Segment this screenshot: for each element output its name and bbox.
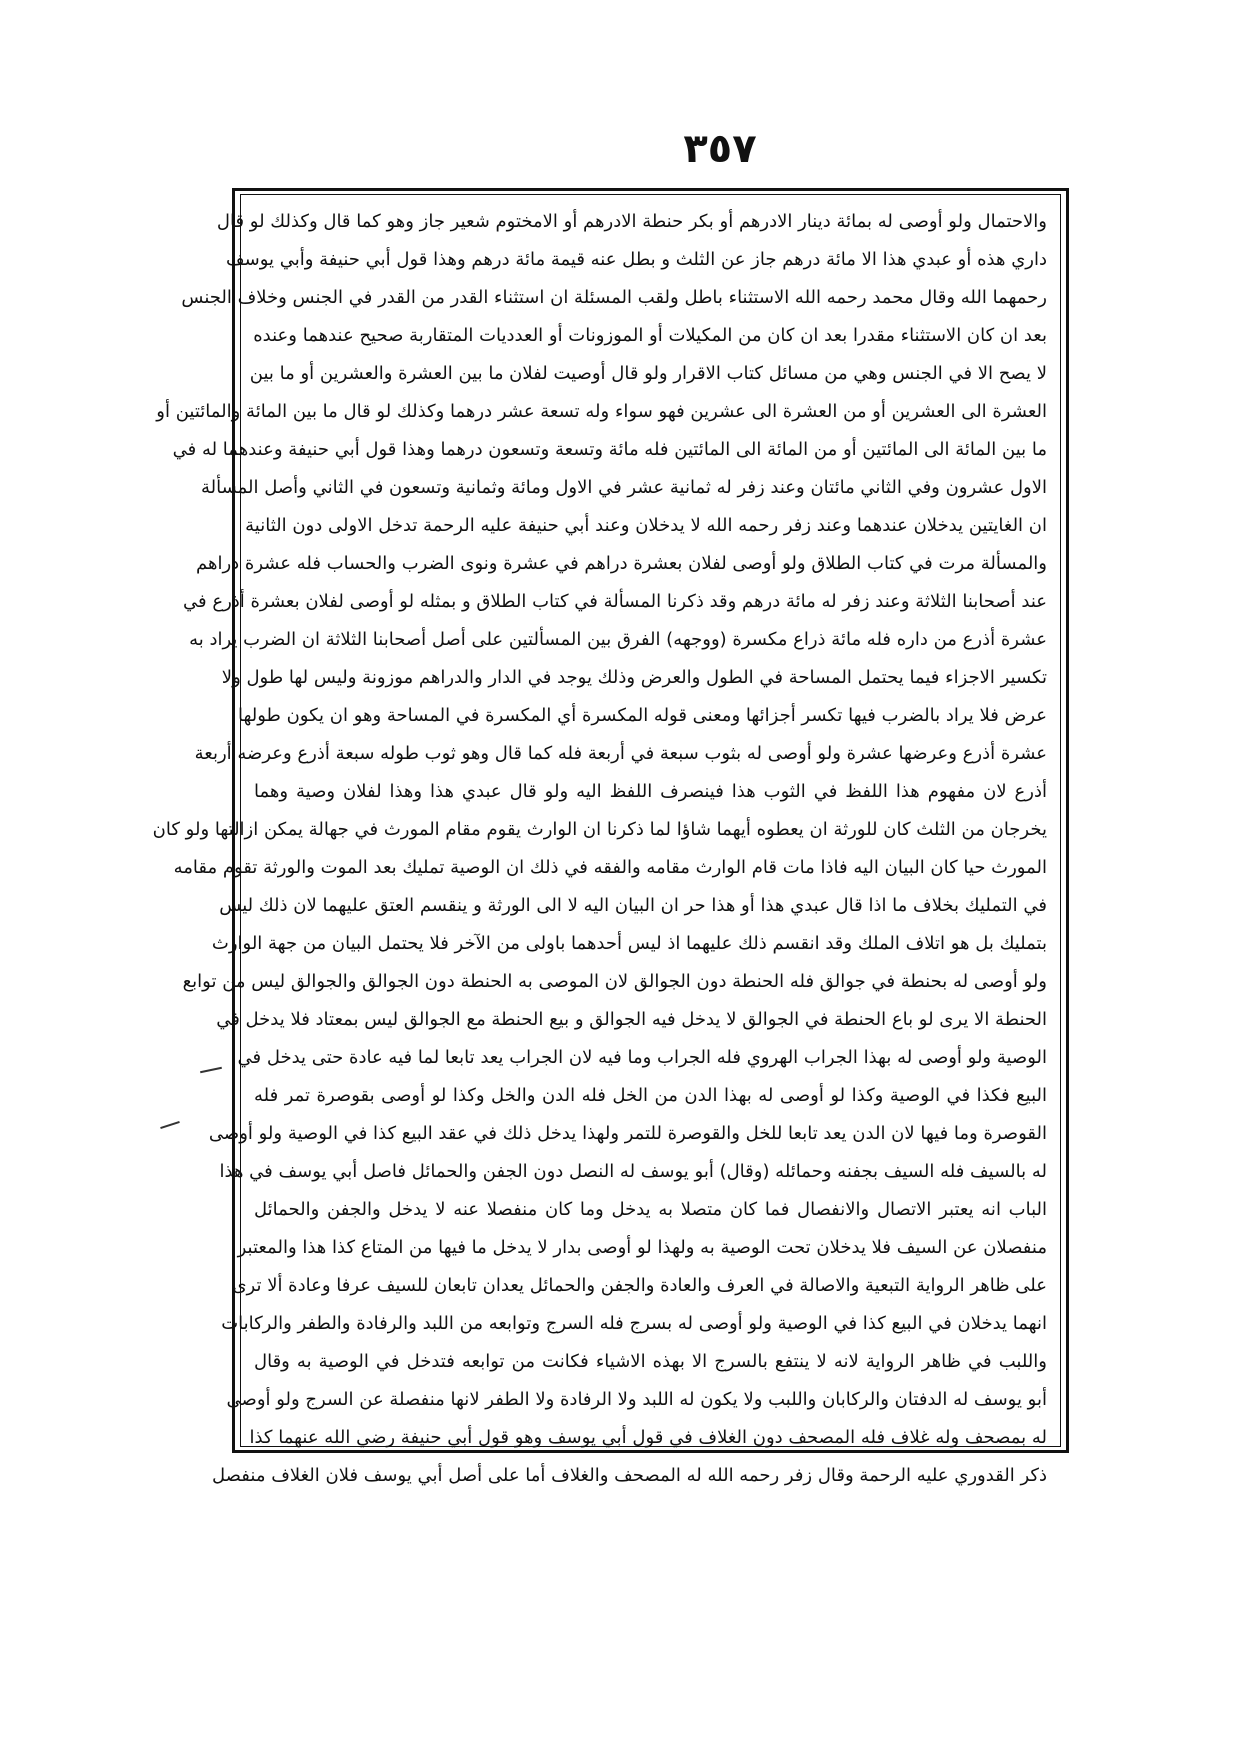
page-body <box>152 203 1047 1486</box>
text-line: رحمهما الله وقال محمد رحمه الله الاستثناء باطل ولقب المسئلة ان استثناء القدر من القدر في الجنس وخلاف الجنس <box>181 287 1047 308</box>
text-line: الباب انه يعتبر الاتصال والانفصال فما كان متصلا به يدخل وما كان منفصلا عنه لا يدخل والجفن والحمائل <box>254 1199 1047 1220</box>
text-line: منفصلان عن السيف فلا يدخلان تحت الوصية به ولهذا لو أوصى بدار لا يدخل ما فيها من المتاع كذا هذا والمعتبر <box>237 1237 1047 1258</box>
text-line: أذرع لان مفهوم هذا اللفظ في الثوب هذا فينصرف اللفظ اليه ولو قال عبدي هذا وهذا لفلان وصية وهما <box>254 781 1047 802</box>
text-line: انهما يدخلان في البيع كذا في الوصية ولو أوصى له بسرج فله السرج وتوابعه من اللبد والرفادة والطفر والركابات <box>221 1313 1047 1334</box>
text-line: ما بين المائة الى المائتين أو من المائة الى المائتين فله مائة وتسعة وتسعون درهما وهذا قول أبي حنيفة وعندهما له في <box>172 439 1047 460</box>
text-line: العشرة الى العشرين أو من العشرة الى عشرين فهو سواء وله تسعة عشر درهما وكذلك لو قال ما بين المائة والمائتين أو <box>156 401 1047 422</box>
margin-mark <box>160 1121 180 1129</box>
text-line: له بالسيف فله السيف بجفنه وحمائله (وقال) أبو يوسف له النصل دون الجفن والحمائل فاصل أبي يوسف في هذا <box>219 1161 1047 1182</box>
text-line: داري هذه أو عبدي هذا الا مائة درهم جاز عن الثلث و بطل عنه قيمة مائة درهم وهذا قول أبي حنيفة وأبي يوسف <box>225 249 1047 270</box>
text-line: عرض فلا يراد بالضرب فيها تكسر أجزائها ومعنى قوله المكسرة أي المكسرة في المساحة وهو ان يكون طولها <box>237 705 1047 726</box>
text-line: الوصية ولو أوصى له بهذا الجراب الهروي فله الجراب وما فيه لان الجراب يعد تابعا لما فيه عادة حتى يدخل في <box>237 1047 1047 1068</box>
text-line: تكسير الاجزاء فيما يحتمل المساحة في الطول والعرض وذلك يوجد في الدار والدراهم موزونة وليس لها طول ولا <box>221 667 1047 688</box>
text-line: عند أصحابنا الثلاثة وعند زفر له مائة درهم وقد ذكرنا المسألة في كتاب الطلاق و بمثله لو أوصى لفلان بعشرة أذرع في <box>183 591 1047 612</box>
text-line: الحنطة الا يرى لو باع الحنطة في الجوالق لا يدخل فيه الجوالق و بيع الحنطة مع الجوالق ليس بمعتاد فلا يدخل في <box>216 1009 1047 1030</box>
text-line: ذكر القدوري عليه الرحمة وقال زفر رحمه الله له المصحف والغلاف أما على أصل أبي يوسف فلان الغلاف منفصل <box>212 1465 1047 1486</box>
text-line: واللبب في ظاهر الرواية لانه لا ينتفع بالسرج الا بهذه الاشياء فكانت من توابعه فتدخل في الوصية به وقال <box>254 1351 1047 1372</box>
text-line: يخرجان من الثلث كان للورثة ان يعطوه أيهما شاؤا لما ذكرنا ان الوارث يقوم مقام المورث في جهالة يمكن ازالتها ولو كان <box>152 819 1047 840</box>
text-line: البيع فكذا في الوصية وكذا لو أوصى له بهذا الدن من الخل فله الدن والخل وكذا لو أوصى بقوصرة تمر فله <box>254 1085 1047 1106</box>
text-line: على ظاهر الرواية التبعية والاصالة في العرف والعادة والجفن والحمائل يعدان تابعان للسيف عرفا وعادة ألا ترى <box>232 1275 1047 1296</box>
text-line: والاحتمال ولو أوصى له بمائة دينار الادرهم أو بكر حنطة الادرهم أو الامختوم شعير جاز وهو كما قال وكذلك لو قال <box>216 211 1047 232</box>
text-line: عشرة أذرع من داره فله مائة ذراع مكسرة (ووجهه) الفرق بين المسألتين على أصل أصحابنا الثلاثة ان الضرب يراد به <box>189 629 1047 650</box>
text-line: لا يصح الا في الجنس وهي من مسائل كتاب الاقرار ولو قال أوصيت لفلان ما بين العشرة والعشرين أو ما بين <box>249 363 1047 384</box>
text-line: ان الغايتين يدخلان عندهما وعند زفر رحمه الله لا يدخلان وعند أبي حنيفة عليه الرحمة تدخل الاولى دون الثانية <box>245 515 1047 536</box>
margin-mark <box>200 1067 222 1074</box>
text-line: عشرة أذرع وعرضها عشرة ولو أوصى له بثوب سبعة في أربعة فله كما قال وهو ثوب طوله سبعة أذرع وعرضه أربعة <box>194 743 1047 764</box>
text-line: والمسألة مرت في كتاب الطلاق ولو أوصى لفلان بعشرة دراهم في عشرة ونوى الضرب والحساب فله عشرة دراهم <box>195 553 1047 574</box>
text-line: المورث حيا كان البيان اليه فاذا مات قام الوارث مقامه والفقه في ذلك ان الوصية تمليك بعد الموت والورثة تقوم مقامه <box>173 857 1047 878</box>
text-line: أبو يوسف له الدفتان والركابان واللبب ولا يكون له اللبد ولا الرفادة ولا الطفر لانها منفصلة عن السرج ولو أوصى <box>226 1389 1047 1410</box>
text-line: بتمليك بل هو اتلاف الملك وقد انقسم ذلك عليهما اذ ليس أحدهما باولى من الآخر فلا يحتمل البيان من جهة الوارث <box>211 933 1047 954</box>
page-number: ٣٥٧ <box>683 126 757 172</box>
text-line: في التمليك بخلاف ما اذا قال عبدي هذا أو هذا حر ان البيان اليه لا الى الورثة و ينقسم العتق عليهما لان ذلك ليس <box>219 895 1047 916</box>
text-line: القوصرة وما فيها لان الدن يعد تابعا للخل والقوصرة للتمر ولهذا يدخل ذلك في عقد البيع كذا في الوصية ولو أوصى <box>208 1123 1047 1144</box>
text-line: ولو أوصى له بحنطة في جوالق فله الحنطة دون الجوالق لان الموصى به الحنطة دون الجوالق والجوالق ليس من توابع <box>182 971 1047 992</box>
text-line: له بمصحف وله غلاف فله المصحف دون الغلاف في قول أبي يوسف وهو قول أبي حنيفة رضي الله عنهما كذا <box>249 1427 1047 1448</box>
text-line: الاول عشرون وفي الثاني مائتان وعند زفر له ثمانية عشر في الاول ومائة وثمانية وتسعون في الثاني وأصل المسألة <box>200 477 1047 498</box>
text-line: بعد ان كان الاستثناء مقدرا بعد ان كان من المكيلات أو الموزونات أو العدديات المتقاربة صحيح عندهما وعنده <box>253 325 1047 346</box>
